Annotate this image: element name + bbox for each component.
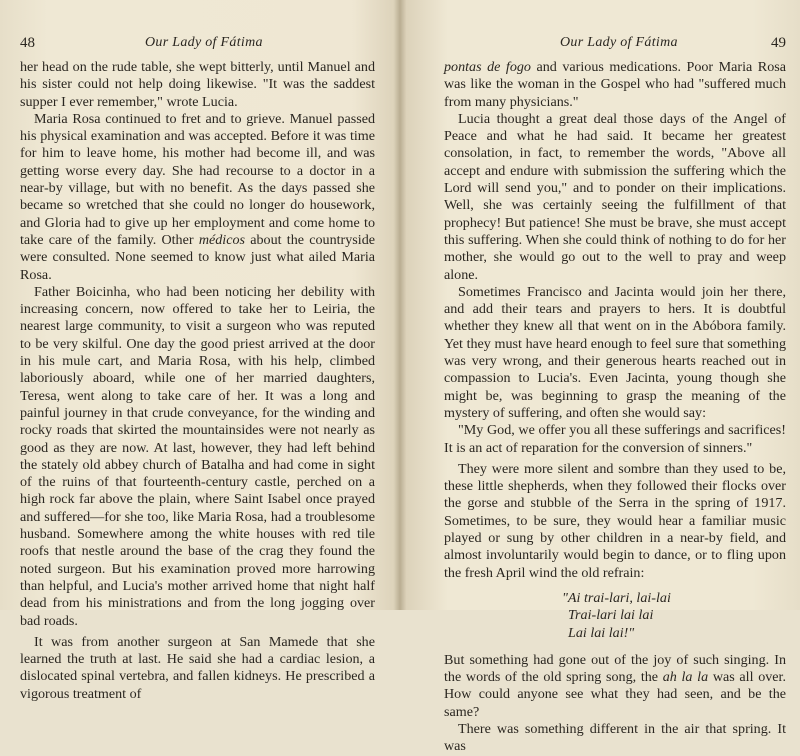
- left-page: [20, 0, 395, 702]
- right-page-text: [444, 59, 786, 756]
- text-run: Maria Rosa continued to fret and to grieve. Manuel passed his physical examination and was accepted. Before it was time for him to leave home, his mother had become ill, and was getting worse every day. She had recourse to a doctor in a near-by village, but with no benefit. As the days passed she became so wretched that she could no longer do housework, and Gloria had to give up her employment and come home to take care of the family. Other: [20, 110, 375, 248]
- running-title-right: Our Lady of Fátima: [560, 35, 678, 50]
- poem-line: "Ai trai-lari, lai-lai: [562, 589, 671, 606]
- paragraph: [444, 652, 786, 721]
- poem-line: Trai-lari lai lai: [568, 607, 654, 624]
- paragraph: It was from another surgeon at San Mamede that she learned the truth at last. He said she had a cardiac lesion, a dislocated spinal vertebra, and fallen kidneys. He prescribed a vigorous treatment of: [20, 633, 375, 702]
- paragraph: Father Boicinha, who had been noticing her debility with increasing concern, now offered to take her to Leiria, the nearest large community, to visit a surgeon who was reputed to be very skilful. One day the good priest arrived at the door in his mule cart, and Maria Rosa, with his help, climbed laboriously aboard, while one of her married daughters, Teresa, went along to take care of her. It was a long and painful journey in that crude conveyance, for the winding and rocky roads that skirted the mountainsides were not nearly as good as they are now. At last, however, they had left behind the stately old abbey church of Batalha and had come in sight of the ruins of that fourteenth-century castle, perched on a high rock far above the plain, where Saint Isabel once prayed and suffered—for she too, like Maria Rosa, had a troublesome husband. Somewhere among the white houses with red tile roofs that nestle around the base of the crag they found the noted surgeon. But his examination proved more harrowing than helpful, and Lucia's mother arrived home that night half dead from his ministrations and from the long jogging over bad roads.: [20, 283, 375, 629]
- paragraph: Sometimes Francisco and Jacinta would join her there, and add their tears and prayers to hers. It is doubtful whether they knew all that went on in the Abóbora family. Yet they must have heard enough to feel sure that something was very wrong, and their generous hearts reached out in compassion to Lucia's. Even Jacinta, young though she might be, was beginning to grasp the meaning of the mystery of suffering, and often she would say:: [444, 283, 786, 421]
- italic-phrase: ah la la: [662, 669, 709, 686]
- text-run: and various medications. Poor Maria Rosa was like the woman in the Gospel who had "suffered much from many physicians.": [444, 59, 786, 110]
- paragraph: [20, 111, 375, 284]
- left-page-header: [20, 35, 395, 55]
- text-run: about the countryside were consulted. None seemed to know just what ailed Maria Rosa.: [20, 231, 376, 283]
- paragraph: her head on the rude table, she wept bitterly, until Manuel and his sister could not help doing likewise. "It was the saddest supper I ever remember," wrote Lucia.: [20, 59, 375, 110]
- paragraph: "My God, we offer you all these sufferings and sacrifices! It is an act of reparation for the conversion of sinners.": [444, 422, 786, 456]
- page-number-left: 48: [20, 35, 35, 51]
- running-title-left: Our Lady of Fátima: [145, 35, 263, 50]
- paragraph: They were more silent and sombre than they used to be, these little shepherds, when they followed their flocks over the gorse and stubble of the Serra in the spring of 1917. Sometimes, to be sure, they would hear a familiar music played or sung by other children in a near-by field, and almost involuntarily would begin to dance, or to fling upon the fresh April wind the old refrain:: [444, 460, 786, 581]
- right-page: [430, 0, 800, 755]
- text-run: was all over. How could anyone see what they had seen, and be the same?: [444, 669, 786, 720]
- paragraph: [444, 59, 786, 111]
- right-page-header: [430, 35, 800, 55]
- paragraph: There was something different in the air that spring. It was: [444, 720, 786, 755]
- italic-word: médicos: [198, 231, 245, 248]
- poem-refrain: [562, 590, 786, 642]
- text-run: But something had gone out of the joy of such singing. In the words of the old spring song, the: [444, 651, 786, 686]
- left-page-text: [20, 59, 375, 703]
- poem-line: Lai lai lai!": [568, 624, 635, 641]
- page-number-right: 49: [771, 35, 786, 51]
- italic-phrase: pontas de fogo: [444, 59, 531, 75]
- paragraph: Lucia thought a great deal those days of the Angel of Peace and what he had said. It became her greatest consolation, in fact, to remember the words, "Above all accept and endure with submission the suffering which the Lord will send you," and to ponder on their implications. Well, she was certainly seeing the fulfillment of that prophecy! But patience! She must be brave, she must accept this suffering. When she could think of nothing to do for her mother, she would go out to the well to pray and weep alone.: [444, 110, 786, 283]
